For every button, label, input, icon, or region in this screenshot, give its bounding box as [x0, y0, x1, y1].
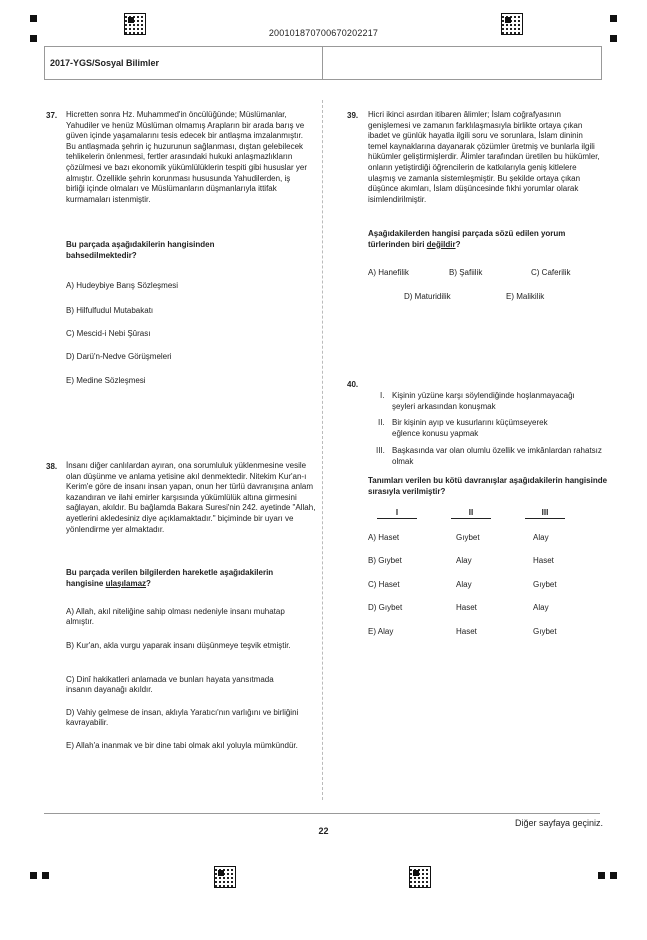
q38-number: 38.	[46, 462, 58, 471]
registration-mark-top-right	[610, 15, 617, 22]
q40-question: Tanımları verilen bu kötü davranışlar aşağıdakilerin hangisinde sırasıyla verilmiştir?	[368, 476, 608, 496]
q40-option-b[interactable]: B) Gıybet	[368, 556, 402, 565]
footer-line	[44, 813, 600, 814]
q40-option-d[interactable]: D) Gıybet	[368, 603, 403, 612]
q38-question-text: Bu parçada verilen bilgilerden hareketle aşağıdakilerin hangisine	[66, 568, 274, 588]
q40-item-2-text: Bir kişinin ayıp ve kusurlarını küçümseyerek eğlence konusu yapmak	[392, 418, 548, 438]
q40-option-d-col2: Haset	[456, 603, 477, 612]
q39-option-d[interactable]: D) Maturidilik	[404, 292, 451, 301]
q40-item-1-text: Kişinin yüzüne karşı söylendiğinde hoşlanmayacağı şeyleri arkasından konuşmak	[392, 391, 575, 411]
q37-option-b[interactable]: B) Hilfulfudul Mutabakatı	[66, 306, 154, 315]
q38-option-a[interactable]: A) Allah, akıl niteliğine sahip olması nedeniyle insanı muhatap almıştır.	[66, 607, 285, 627]
q40-item-1-num: I.	[380, 391, 385, 400]
q38-option-d[interactable]: D) Vahiy gelmese de insan, aklıyla Yaratıcı'nın varlığını ve birliğini kavrayabilir.	[66, 708, 299, 728]
column-divider	[322, 100, 323, 800]
q40-item-3-num: III.	[376, 446, 385, 455]
q40-header-1: I	[377, 508, 417, 519]
q40-number: 40.	[347, 380, 359, 389]
q39-question-text: Aşağıdakilerden hangisi parçada sözü edilen yorum türlerinden biri	[368, 229, 566, 249]
barcode-bottom-left	[215, 867, 235, 887]
registration-mark-bottom-left-2	[42, 872, 49, 879]
q38-option-e[interactable]: E) Allah'a inanmak ve bir dine tabi olmak akıl yoluyla mümkündür.	[66, 741, 298, 750]
q39-option-c[interactable]: C) Caferilik	[531, 268, 571, 277]
q37-number: 37.	[46, 111, 58, 120]
q40-option-d-col3: Alay	[533, 603, 549, 612]
q39-question-mark: ?	[455, 239, 461, 249]
q40-option-e-col2: Haset	[456, 627, 477, 636]
q40-option-a-col2: Gıybet	[456, 533, 480, 542]
q40-option-a-col3: Alay	[533, 533, 549, 542]
q38-question	[66, 568, 286, 589]
q38-text: İnsanı diğer canlılardan ayıran, ona sorumluluk yüklenmesine vesile olan düşünme ve anlama yetisine akıl denmektedir. Nitekim Kur'an-ı Kerim'e göre de insanı insan yapan, onun her türlü davranışına anlam kazandıran ve ilahi emirler karşısında yükümlülük altına girmesini sağlayan, akıldır. Bu bağlamda Bakara Suresi'nin 242. ayetinde "Allah, ayetlerini akledesiniz diye açıklamaktadır." biçiminde bir uyarı ve yönlendirme yer almaktadır.	[66, 461, 316, 534]
q39-option-b[interactable]: B) Şafiilik	[449, 268, 483, 277]
q40-option-c-col2: Alay	[456, 580, 472, 589]
q38-option-c[interactable]: C) Dinî hakikatleri anlamada ve bunları hayata yansıtmada insanın dayanağı akıldır.	[66, 675, 274, 695]
q38-option-b[interactable]: B) Kur'an, akla vurgu yaparak insanı düşünmeye teşvik etmiştir.	[66, 641, 291, 650]
q40-option-b-col2: Alay	[456, 556, 472, 565]
q40-option-e-col3: Gıybet	[533, 627, 557, 636]
q40-header-3: III	[525, 508, 565, 519]
registration-mark-bottom-right	[598, 872, 605, 879]
next-page-note: Diğer sayfaya geçiniz.	[514, 818, 603, 828]
q40-option-e[interactable]: E) Alay	[368, 627, 394, 636]
q37-option-c[interactable]: C) Mescid-i Nebi Şûrası	[66, 329, 151, 338]
q37-option-e[interactable]: E) Medine Sözleşmesi	[66, 376, 146, 385]
q40-option-c[interactable]: C) Haset	[368, 580, 400, 589]
q37-text: Hicretten sonra Hz. Muhammed'in öncülüğünde; Müslümanlar, Yahudiler ve henüz Müslüman olmamış Arapların bir arada barış ve güven içinde yaşamalarını tesis edecek bir antlaşma imzalanmıştır. Bu antlaşmada şehrin iç huzurunun sağlanması, dıştan gelebilecek tehlikelerin önlenmesi, fertler arasındaki hukuki anlaşmazlıkların çözülmesi ve bazı ekonomik yükümlülüklerin tespiti gibi hususlar yer almıştır. Özellikle şehrin korunması hususunda Yahudilerden, iş birliği içinde olmaları ve Müslümanların düşmanlarıyla ittifak kurmamaları istenmiştir.	[66, 110, 307, 204]
q39-number: 39.	[347, 111, 359, 120]
q39-option-a[interactable]: A) Hanefilik	[368, 268, 409, 277]
q37-option-a[interactable]: A) Hudeybiye Barış Sözleşmesi	[66, 281, 179, 290]
q38-question-mark: ?	[146, 578, 151, 588]
q37-option-d[interactable]: D) Darü'n-Nedve Görüşmeleri	[66, 352, 172, 361]
page-number: 22	[318, 826, 329, 836]
document-serial: 200101870700670202217	[268, 28, 379, 38]
barcode-bottom-right	[410, 867, 430, 887]
q40-header-2: II	[451, 508, 491, 519]
header-divider	[322, 46, 323, 79]
q39-question-negation: değildir	[426, 239, 456, 249]
q38-question-negation: ulaşılamaz	[105, 578, 147, 588]
q40-option-a[interactable]: A) Haset	[368, 533, 400, 542]
registration-mark-bottom-right-2	[610, 872, 617, 879]
header-title: 2017-YGS/Sosyal Bilimler	[50, 58, 160, 68]
q39-text: Hicri ikinci asırdan itibaren âlimler; İslam coğrafyasının genişlemesi ve zamanın farklılaşmasıyla birlikte ortaya çıkan ibadet ve günlük hayatla ilgili soru ve sorunlara, İslam dininin temel kaynaklarına dayanarak çözümler üretmiş ve bunlarla ilgili hükümler geliştirmişlerdir. Âlimler tarafından üretilen bu hükümler, onların yetiştirdiği öğrencilerin de katkılarıyla geniş kitlelere ulaşmış ve zamanla sistemleşmiştir. Bu şekilde ortaya çıkan düşünce akımları, İslam düşüncesinde fıkhi yorumlar olarak isimlendirilmiştir.	[368, 110, 600, 204]
q40-item-2-num: II.	[378, 418, 385, 427]
q37-question: Bu parçada aşağıdakilerin hangisinden bahsedilmektedir?	[66, 240, 215, 260]
registration-mark-top-left	[30, 15, 37, 22]
q40-item-3-text: Başkasında var olan olumlu özellik ve imkânlardan rahatsız olmak	[392, 446, 602, 466]
q39-option-e[interactable]: E) Malikilik	[506, 292, 545, 301]
q40-option-b-col3: Haset	[533, 556, 554, 565]
q40-option-c-col3: Gıybet	[533, 580, 557, 589]
registration-mark-bottom-left	[30, 872, 37, 879]
q39-question	[368, 229, 598, 250]
